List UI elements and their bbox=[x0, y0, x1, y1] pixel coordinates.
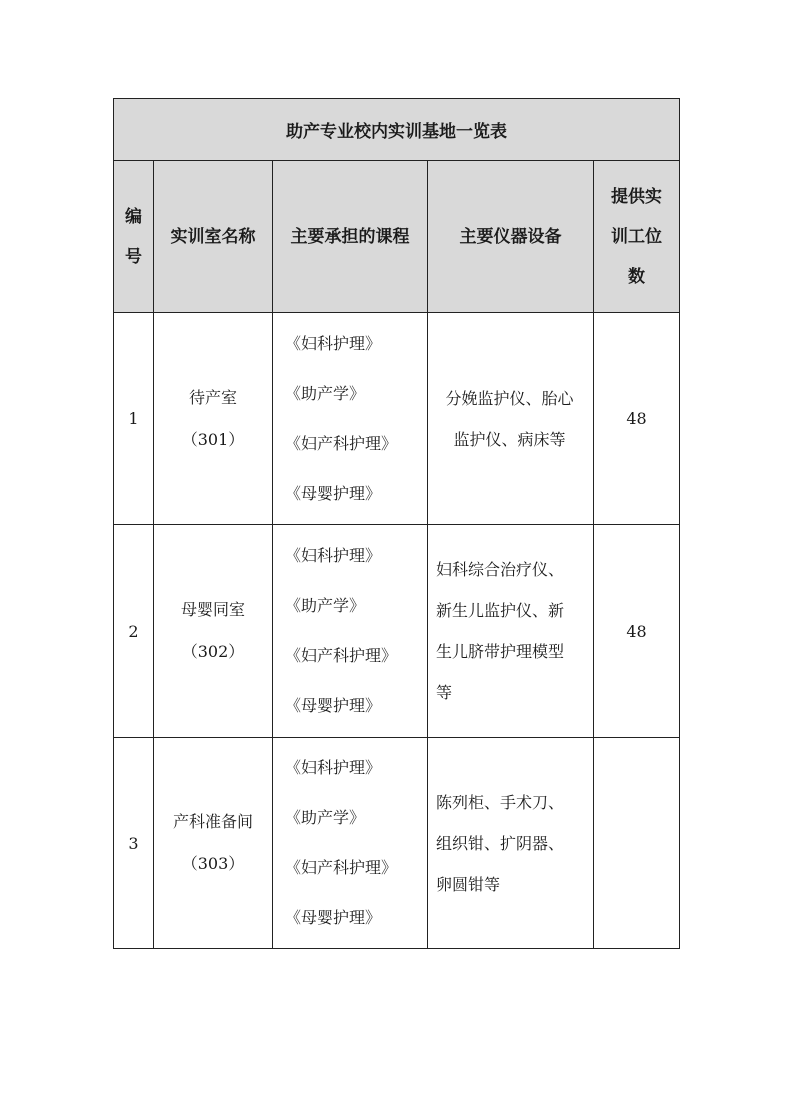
equipment-line: 妇科综合治疗仪、 bbox=[436, 560, 565, 579]
row-seats bbox=[594, 738, 680, 949]
room-code: （302） bbox=[181, 642, 245, 661]
room-name: 待产室 bbox=[188, 387, 237, 407]
row-courses bbox=[273, 313, 428, 525]
course-item: 《母婴护理》 bbox=[285, 483, 382, 503]
equipment-line: 新生儿监护仪、新 bbox=[436, 601, 565, 620]
equipment-line: 分娩监护仪、胎心 bbox=[445, 388, 574, 408]
course-item: 《妇科护理》 bbox=[285, 546, 382, 565]
row-courses bbox=[273, 525, 428, 738]
row-seats: 48 bbox=[594, 525, 680, 738]
table-row bbox=[114, 313, 680, 525]
course-item: 《母婴护理》 bbox=[285, 908, 382, 927]
course-item: 《妇产科护理》 bbox=[285, 646, 398, 665]
header-seats-line: 数 bbox=[628, 266, 646, 287]
row-equipment bbox=[428, 525, 594, 738]
row-equipment bbox=[428, 313, 594, 525]
row-name bbox=[154, 313, 273, 525]
header-num bbox=[114, 161, 154, 313]
equipment-line: 陈列柜、手术刀、 bbox=[436, 792, 565, 812]
row-name bbox=[154, 738, 273, 949]
room-name: 产科准备间 bbox=[172, 812, 253, 831]
equipment-line: 等 bbox=[436, 683, 453, 702]
training-base-table bbox=[113, 98, 680, 949]
header-seats bbox=[594, 161, 680, 313]
equipment-line: 组织钳、扩阴器、 bbox=[436, 833, 565, 853]
room-code: （301） bbox=[181, 429, 245, 449]
row-num: 1 bbox=[114, 313, 154, 525]
row-courses bbox=[273, 738, 428, 949]
table-row bbox=[114, 525, 680, 738]
equipment-line: 卵圆钳等 bbox=[436, 874, 501, 894]
course-item: 《母婴护理》 bbox=[285, 696, 382, 715]
course-item: 《妇科护理》 bbox=[285, 758, 382, 777]
header-courses: 主要承担的课程 bbox=[273, 161, 428, 313]
row-name bbox=[154, 525, 273, 738]
course-item: 《助产学》 bbox=[285, 596, 366, 615]
equipment-line: 监护仪、病床等 bbox=[453, 429, 566, 449]
row-equipment bbox=[428, 738, 594, 949]
room-name: 母婴同室 bbox=[180, 600, 245, 619]
room-code: （303） bbox=[181, 854, 245, 873]
equipment-line: 生儿脐带护理模型 bbox=[436, 642, 565, 661]
header-seats-line: 提供实 bbox=[611, 186, 663, 207]
table-row bbox=[114, 738, 680, 949]
course-item: 《助产学》 bbox=[285, 808, 366, 827]
course-item: 《妇科护理》 bbox=[285, 333, 382, 353]
course-item: 《妇产科护理》 bbox=[285, 433, 398, 453]
header-num-line: 编 bbox=[125, 206, 142, 227]
header-equipment: 主要仪器设备 bbox=[428, 161, 594, 313]
header-name: 实训室名称 bbox=[154, 161, 273, 313]
row-seats: 48 bbox=[594, 313, 680, 525]
row-num: 2 bbox=[114, 525, 154, 738]
course-item: 《助产学》 bbox=[285, 383, 366, 403]
course-item: 《妇产科护理》 bbox=[285, 858, 398, 877]
header-num-line: 号 bbox=[125, 246, 142, 267]
table-title: 助产专业校内实训基地一览表 bbox=[114, 99, 680, 161]
header-seats-line: 训工位 bbox=[611, 226, 663, 247]
row-num: 3 bbox=[114, 738, 154, 949]
